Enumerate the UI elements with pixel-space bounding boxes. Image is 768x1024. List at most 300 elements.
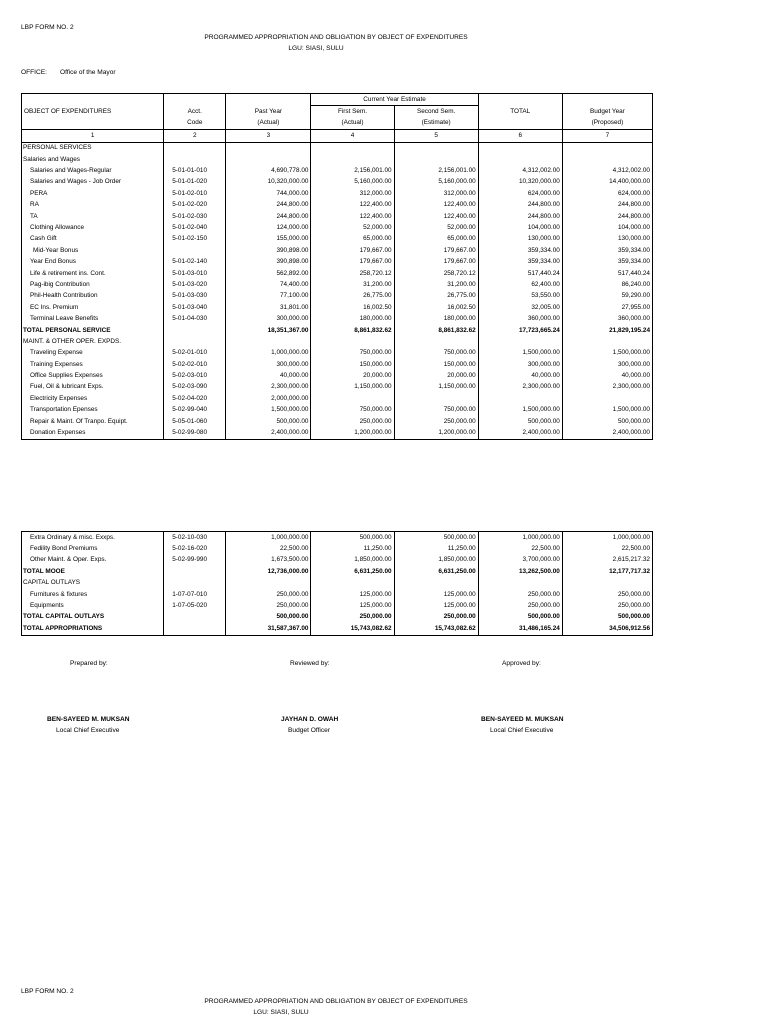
- amount-cell: 244,800.00: [478, 211, 562, 222]
- amount-cell: 179,667.00: [394, 245, 478, 256]
- table-row: [22, 370, 653, 381]
- column-number: 3: [226, 130, 311, 142]
- amount-cell: 122,400.00: [394, 211, 478, 222]
- amount-cell: 359,334.00: [478, 256, 562, 267]
- amount-cell: 26,775.00: [311, 291, 394, 302]
- table-row: [22, 222, 653, 233]
- amount-cell: 31,200.00: [311, 279, 394, 290]
- amount-cell: 65,000.00: [394, 234, 478, 245]
- row-label: Fedility Bond Premiums: [22, 543, 164, 554]
- footer-title: PROGRAMMED APPROPRIATION AND OBLIGATION BY OBJECT OF EXPENDITURES: [204, 998, 468, 1005]
- amount-cell: 22,500.00: [478, 543, 562, 554]
- amount-cell: [226, 154, 311, 165]
- amount-cell: 1,150,000.00: [394, 382, 478, 393]
- table-row: [22, 393, 653, 404]
- amount-cell: 250,000.00: [562, 589, 652, 600]
- amount-cell: [394, 336, 478, 347]
- row-label: Electricity Expenses: [22, 393, 164, 404]
- amount-cell: 16,002.50: [394, 302, 478, 313]
- table-row: [22, 313, 653, 324]
- approved-by-label: Approved by:: [502, 660, 541, 667]
- amount-cell: 40,000.00: [226, 370, 311, 381]
- column-number: 4: [311, 130, 394, 142]
- amount-cell: 2,400,000.00: [478, 427, 562, 439]
- amount-cell: 500,000.00: [226, 416, 311, 427]
- amount-cell: 258,720.12: [394, 268, 478, 279]
- amount-cell: 74,400.00: [226, 279, 311, 290]
- amount-cell: 20,000.00: [394, 370, 478, 381]
- amount-cell: [478, 393, 562, 404]
- amount-cell: [394, 154, 478, 165]
- amount-cell: 62,400.00: [478, 279, 562, 290]
- row-label: Other Maint. & Oper. Exps.: [22, 555, 164, 566]
- row-label: Terminal Leave Benefits: [22, 313, 164, 324]
- prepared-by-title: Local Chief Executive: [56, 727, 120, 734]
- row-label: EC Ins. Premium: [22, 302, 164, 313]
- amount-cell: 250,000.00: [226, 589, 311, 600]
- row-label: Year End Bonus: [22, 256, 164, 267]
- past-year-header: Past Year: [226, 106, 311, 118]
- amount-cell: 155,000.00: [226, 234, 311, 245]
- amount-cell: 750,000.00: [394, 348, 478, 359]
- amount-cell: 1,500,000.00: [226, 405, 311, 416]
- form-code: LBP FORM NO. 2: [21, 24, 74, 31]
- amount-cell: 250,000.00: [562, 600, 652, 611]
- acct-header: Acct.: [164, 106, 226, 118]
- amount-cell: 130,000.00: [478, 234, 562, 245]
- amount-cell: 12,736,000.00: [226, 566, 311, 577]
- account-code: 5-01-01-010: [164, 165, 226, 176]
- account-code: 5-01-03-030: [164, 291, 226, 302]
- account-code: [164, 623, 226, 635]
- amount-cell: 517,440.24: [478, 268, 562, 279]
- approved-by-title: Local Chief Executive: [490, 727, 554, 734]
- amount-cell: 1,500,000.00: [478, 405, 562, 416]
- account-code: 5-01-04-030: [164, 313, 226, 324]
- amount-cell: 31,587,367.00: [226, 623, 311, 635]
- amount-cell: 250,000.00: [311, 612, 394, 623]
- current-year-header: Current Year Estimate: [311, 94, 478, 106]
- amount-cell: 250,000.00: [394, 612, 478, 623]
- amount-cell: 300,000.00: [478, 359, 562, 370]
- table-row: [22, 154, 653, 165]
- amount-cell: 250,000.00: [226, 600, 311, 611]
- amount-cell: 359,334.00: [562, 256, 652, 267]
- row-label: MAINT. & OTHER OPER. EXPDS.: [22, 336, 164, 347]
- amount-cell: 122,400.00: [394, 200, 478, 211]
- amount-cell: 130,000.00: [562, 234, 652, 245]
- column-number-row: [22, 130, 653, 142]
- table-row: [22, 302, 653, 313]
- amount-cell: 1,500,000.00: [562, 348, 652, 359]
- account-code: 5-02-02-010: [164, 359, 226, 370]
- table-row: [22, 200, 653, 211]
- office-label: OFFICE:: [21, 69, 48, 76]
- row-label: Extra Ordinary & misc. Exxps.: [22, 532, 164, 544]
- amount-cell: 2,400,000.00: [226, 427, 311, 439]
- amount-cell: 8,861,832.62: [311, 325, 394, 336]
- amount-cell: 104,000.00: [478, 222, 562, 233]
- account-code: [164, 612, 226, 623]
- amount-cell: 31,486,165.24: [478, 623, 562, 635]
- row-label: PERSONAL SERVICES: [22, 142, 164, 154]
- account-code: 5-02-99-080: [164, 427, 226, 439]
- first-sem-header: First Sem.: [311, 106, 394, 118]
- amount-cell: 244,800.00: [562, 200, 652, 211]
- account-code: [164, 566, 226, 577]
- amount-cell: 1,500,000.00: [478, 348, 562, 359]
- amount-cell: 390,898.00: [226, 245, 311, 256]
- account-code: 5-01-03-040: [164, 302, 226, 313]
- amount-cell: 300,000.00: [226, 359, 311, 370]
- amount-cell: 122,400.00: [311, 200, 394, 211]
- amount-cell: 27,955.00: [562, 302, 652, 313]
- amount-cell: 2,400,000.00: [562, 427, 652, 439]
- account-code: 5-02-04-020: [164, 393, 226, 404]
- amount-cell: 1,850,000.00: [394, 555, 478, 566]
- account-code: [164, 578, 226, 589]
- amount-cell: 2,300,000.00: [226, 382, 311, 393]
- amount-cell: 1,673,500.00: [226, 555, 311, 566]
- amount-cell: 2,156,001.00: [311, 165, 394, 176]
- report-title: PROGRAMMED APPROPRIATION AND OBLIGATION BY OBJECT OF EXPENDITURES: [204, 34, 468, 41]
- amount-cell: [478, 578, 562, 589]
- table-row: [22, 142, 653, 154]
- amount-cell: 150,000.00: [394, 359, 478, 370]
- amount-cell: [478, 336, 562, 347]
- amount-cell: 5,160,000.00: [394, 177, 478, 188]
- account-code: 5-05-01-060: [164, 416, 226, 427]
- account-code: [164, 154, 226, 165]
- amount-cell: [394, 393, 478, 404]
- account-code: [164, 245, 226, 256]
- row-label: Mid-Year Bonus: [22, 245, 164, 256]
- amount-cell: 65,000.00: [311, 234, 394, 245]
- row-label: RA: [22, 200, 164, 211]
- amount-cell: 500,000.00: [311, 532, 394, 544]
- amount-cell: 750,000.00: [311, 348, 394, 359]
- amount-cell: [562, 578, 652, 589]
- reviewed-by-title: Budget Officer: [288, 727, 331, 734]
- amount-cell: 562,892.00: [226, 268, 311, 279]
- amount-cell: [478, 142, 562, 154]
- past-actual-header: (Actual): [226, 118, 311, 130]
- amount-cell: 500,000.00: [226, 612, 311, 623]
- amount-cell: [226, 336, 311, 347]
- account-code: 5-02-03-010: [164, 370, 226, 381]
- lgu-label: LGU: SIASI, SULU: [288, 45, 344, 52]
- account-code: 5-02-10-030: [164, 532, 226, 544]
- amount-cell: 500,000.00: [394, 532, 478, 544]
- row-label: Pag-ibig Contribution: [22, 279, 164, 290]
- column-number: 5: [394, 130, 478, 142]
- office-value: Office of the Mayor: [60, 69, 116, 76]
- row-label: Donation Expenses: [22, 427, 164, 439]
- amount-cell: [311, 142, 394, 154]
- amount-cell: [311, 578, 394, 589]
- amount-cell: 26,775.00: [394, 291, 478, 302]
- amount-cell: 250,000.00: [394, 416, 478, 427]
- account-code: [164, 325, 226, 336]
- amount-cell: 244,800.00: [562, 211, 652, 222]
- amount-cell: 517,440.24: [562, 268, 652, 279]
- amount-cell: 31,801.00: [226, 302, 311, 313]
- table-row: [22, 427, 653, 439]
- row-label: Training Expenses: [22, 359, 164, 370]
- amount-cell: 86,240.00: [562, 279, 652, 290]
- amount-cell: 1,200,000.00: [311, 427, 394, 439]
- amount-cell: 52,000.00: [394, 222, 478, 233]
- amount-cell: 250,000.00: [478, 600, 562, 611]
- account-code: 5-01-03-020: [164, 279, 226, 290]
- amount-cell: 59,290.00: [562, 291, 652, 302]
- column-number: 1: [22, 130, 164, 142]
- table-row: [22, 543, 653, 554]
- amount-cell: 179,667.00: [311, 245, 394, 256]
- row-label: TA: [22, 211, 164, 222]
- amount-cell: 122,400.00: [311, 211, 394, 222]
- amount-cell: 359,334.00: [478, 245, 562, 256]
- amount-cell: 11,250.00: [394, 543, 478, 554]
- amount-cell: 1,000,000.00: [226, 532, 311, 544]
- amount-cell: 125,000.00: [311, 589, 394, 600]
- amount-cell: 11,250.00: [311, 543, 394, 554]
- amount-cell: [478, 154, 562, 165]
- amount-cell: 34,506,912.56: [562, 623, 652, 635]
- amount-cell: 180,000.00: [311, 313, 394, 324]
- table-row: [22, 291, 653, 302]
- amount-cell: 21,829,195.24: [562, 325, 652, 336]
- amount-cell: 3,700,000.00: [478, 555, 562, 566]
- amount-cell: 1,000,000.00: [226, 348, 311, 359]
- amount-cell: 4,690,778.00: [226, 165, 311, 176]
- amount-cell: 12,177,717.32: [562, 566, 652, 577]
- amount-cell: 2,615,217.32: [562, 555, 652, 566]
- amount-cell: 17,723,665.24: [478, 325, 562, 336]
- table-row: [22, 612, 653, 623]
- account-code: 5-01-02-020: [164, 200, 226, 211]
- amount-cell: 2,300,000.00: [562, 382, 652, 393]
- column-number: 6: [478, 130, 562, 142]
- table-row: [22, 359, 653, 370]
- first-actual-header: (Actual): [311, 118, 394, 130]
- amount-cell: [562, 154, 652, 165]
- amount-cell: [394, 578, 478, 589]
- amount-cell: 744,000.00: [226, 188, 311, 199]
- budget-proposed-header: (Proposed): [562, 118, 652, 130]
- row-label: CAPITAL OUTLAYS: [22, 578, 164, 589]
- amount-cell: 40,000.00: [478, 370, 562, 381]
- account-code: 5-01-02-140: [164, 256, 226, 267]
- table-row: [22, 623, 653, 635]
- amount-cell: 180,000.00: [394, 313, 478, 324]
- row-label: Traveling Expense: [22, 348, 164, 359]
- object-header: OBJECT OF EXPENDITURES: [22, 106, 164, 118]
- table-row: [22, 566, 653, 577]
- table-row: [22, 532, 653, 544]
- row-label: Office Supplies Expenses: [22, 370, 164, 381]
- table-row: [22, 188, 653, 199]
- prepared-by-name: BEN-SAYEED M. MUKSAN: [47, 716, 130, 723]
- amount-cell: 312,000.00: [394, 188, 478, 199]
- amount-cell: 1,850,000.00: [311, 555, 394, 566]
- table-row: [22, 268, 653, 279]
- amount-cell: 52,000.00: [311, 222, 394, 233]
- amount-cell: 150,000.00: [311, 359, 394, 370]
- row-label: Salaries and Wages: [22, 154, 164, 165]
- amount-cell: 244,800.00: [226, 200, 311, 211]
- column-number: 7: [562, 130, 652, 142]
- amount-cell: 53,550.00: [478, 291, 562, 302]
- amount-cell: 125,000.00: [311, 600, 394, 611]
- amount-cell: 125,000.00: [394, 600, 478, 611]
- amount-cell: 624,000.00: [562, 188, 652, 199]
- approved-by-name: BEN-SAYEED M. MUKSAN: [481, 716, 564, 723]
- account-code: 5-02-01-010: [164, 348, 226, 359]
- amount-cell: 2,000,000.00: [226, 393, 311, 404]
- amount-cell: 750,000.00: [394, 405, 478, 416]
- amount-cell: 258,720.12: [311, 268, 394, 279]
- amount-cell: [562, 142, 652, 154]
- table-row: [22, 279, 653, 290]
- amount-cell: 31,200.00: [394, 279, 478, 290]
- amount-cell: [394, 142, 478, 154]
- row-label: Phil-Health Contribution: [22, 291, 164, 302]
- row-label: Fuel, Oil & lubricant Exps.: [22, 382, 164, 393]
- account-code: [164, 336, 226, 347]
- amount-cell: 124,000.00: [226, 222, 311, 233]
- second-sem-header: Second Sem.: [394, 106, 478, 118]
- amount-cell: 179,667.00: [311, 256, 394, 267]
- amount-cell: [562, 393, 652, 404]
- amount-cell: 40,000.00: [562, 370, 652, 381]
- amount-cell: 750,000.00: [311, 405, 394, 416]
- account-code: 5-02-16-020: [164, 543, 226, 554]
- amount-cell: [311, 336, 394, 347]
- table-row: [22, 416, 653, 427]
- amount-cell: 500,000.00: [478, 612, 562, 623]
- account-code: 5-02-03-090: [164, 382, 226, 393]
- table-row: [22, 177, 653, 188]
- amount-cell: 15,743,082.62: [311, 623, 394, 635]
- table-row: [22, 348, 653, 359]
- second-estimate-header: (Estimate): [394, 118, 478, 130]
- amount-cell: 179,667.00: [394, 256, 478, 267]
- amount-cell: 312,000.00: [311, 188, 394, 199]
- amount-cell: 10,320,000.00: [478, 177, 562, 188]
- account-code: 1-07-05-020: [164, 600, 226, 611]
- table-row: [22, 234, 653, 245]
- table-row: [22, 336, 653, 347]
- table-row: [22, 578, 653, 589]
- column-number: 2: [164, 130, 226, 142]
- amount-cell: 500,000.00: [562, 416, 652, 427]
- amount-cell: 2,156,001.00: [394, 165, 478, 176]
- amount-cell: 360,000.00: [478, 313, 562, 324]
- prepared-by-label: Prepared by:: [70, 660, 108, 667]
- table-row: [22, 211, 653, 222]
- row-label: Clothing Allowance: [22, 222, 164, 233]
- amount-cell: 13,262,500.00: [478, 566, 562, 577]
- reviewed-by-label: Reviewed by:: [290, 660, 330, 667]
- total-header: TOTAL: [478, 106, 562, 118]
- amount-cell: 300,000.00: [226, 313, 311, 324]
- amount-cell: 1,150,000.00: [311, 382, 394, 393]
- row-label: Cash Gift: [22, 234, 164, 245]
- table-row: [22, 589, 653, 600]
- row-label: PERA: [22, 188, 164, 199]
- amount-cell: 1,000,000.00: [478, 532, 562, 544]
- amount-cell: 250,000.00: [311, 416, 394, 427]
- amount-cell: 1,500,000.00: [562, 405, 652, 416]
- account-code: 5-01-01-020: [164, 177, 226, 188]
- amount-cell: 32,005.00: [478, 302, 562, 313]
- amount-cell: 4,312,002.00: [478, 165, 562, 176]
- table-row: [22, 245, 653, 256]
- amount-cell: 390,898.00: [226, 256, 311, 267]
- amount-cell: [311, 154, 394, 165]
- row-label: Furnitures & fixtures: [22, 589, 164, 600]
- amount-cell: 10,320,000.00: [226, 177, 311, 188]
- amount-cell: 6,631,250.00: [311, 566, 394, 577]
- amount-cell: 125,000.00: [394, 589, 478, 600]
- amount-cell: 1,200,000.00: [394, 427, 478, 439]
- amount-cell: 2,300,000.00: [478, 382, 562, 393]
- amount-cell: 18,351,367.00: [226, 325, 311, 336]
- row-label: TOTAL APPROPRIATIONS: [22, 623, 164, 635]
- amount-cell: 300,000.00: [562, 359, 652, 370]
- account-code: 5-02-99-040: [164, 405, 226, 416]
- amount-cell: 22,500.00: [226, 543, 311, 554]
- amount-cell: 359,334.00: [562, 245, 652, 256]
- account-code: 5-01-02-150: [164, 234, 226, 245]
- table-row: [22, 555, 653, 566]
- amount-cell: 8,861,832.62: [394, 325, 478, 336]
- amount-cell: 244,800.00: [226, 211, 311, 222]
- table-row: [22, 382, 653, 393]
- account-code: 5-01-02-010: [164, 188, 226, 199]
- account-code: 1-07-07-010: [164, 589, 226, 600]
- amount-cell: 624,000.00: [478, 188, 562, 199]
- reviewed-by-name: JAYHAN D. OWAH: [281, 716, 339, 723]
- amount-cell: 77,100.00: [226, 291, 311, 302]
- row-label: Life & retirement ins. Cont.: [22, 268, 164, 279]
- amount-cell: 16,002.50: [311, 302, 394, 313]
- expenditure-table-2: [21, 531, 653, 636]
- row-label: Transportation Epenses: [22, 405, 164, 416]
- amount-cell: 20,000.00: [311, 370, 394, 381]
- row-label: Repair & Maint. Of Tranpo. Equipt.: [22, 416, 164, 427]
- account-code: 5-01-02-030: [164, 211, 226, 222]
- row-label: Salaries and Wages-Regular: [22, 165, 164, 176]
- amount-cell: 5,160,000.00: [311, 177, 394, 188]
- account-code: [164, 142, 226, 154]
- row-label: Equipments: [22, 600, 164, 611]
- amount-cell: 4,312,002.00: [562, 165, 652, 176]
- row-label: Salaries and Wages - Job Order: [22, 177, 164, 188]
- amount-cell: 1,000,000.00: [562, 532, 652, 544]
- account-code: 5-01-02-040: [164, 222, 226, 233]
- amount-cell: 15,743,082.62: [394, 623, 478, 635]
- account-code: 5-02-99-990: [164, 555, 226, 566]
- amount-cell: 14,400,000.00: [562, 177, 652, 188]
- amount-cell: 360,000.00: [562, 313, 652, 324]
- row-label: TOTAL CAPITAL OUTLAYS: [22, 612, 164, 623]
- table-row: [22, 325, 653, 336]
- amount-cell: 500,000.00: [562, 612, 652, 623]
- footer-lgu: LGU: SIASI, SULU: [253, 1009, 309, 1016]
- table-row: [22, 600, 653, 611]
